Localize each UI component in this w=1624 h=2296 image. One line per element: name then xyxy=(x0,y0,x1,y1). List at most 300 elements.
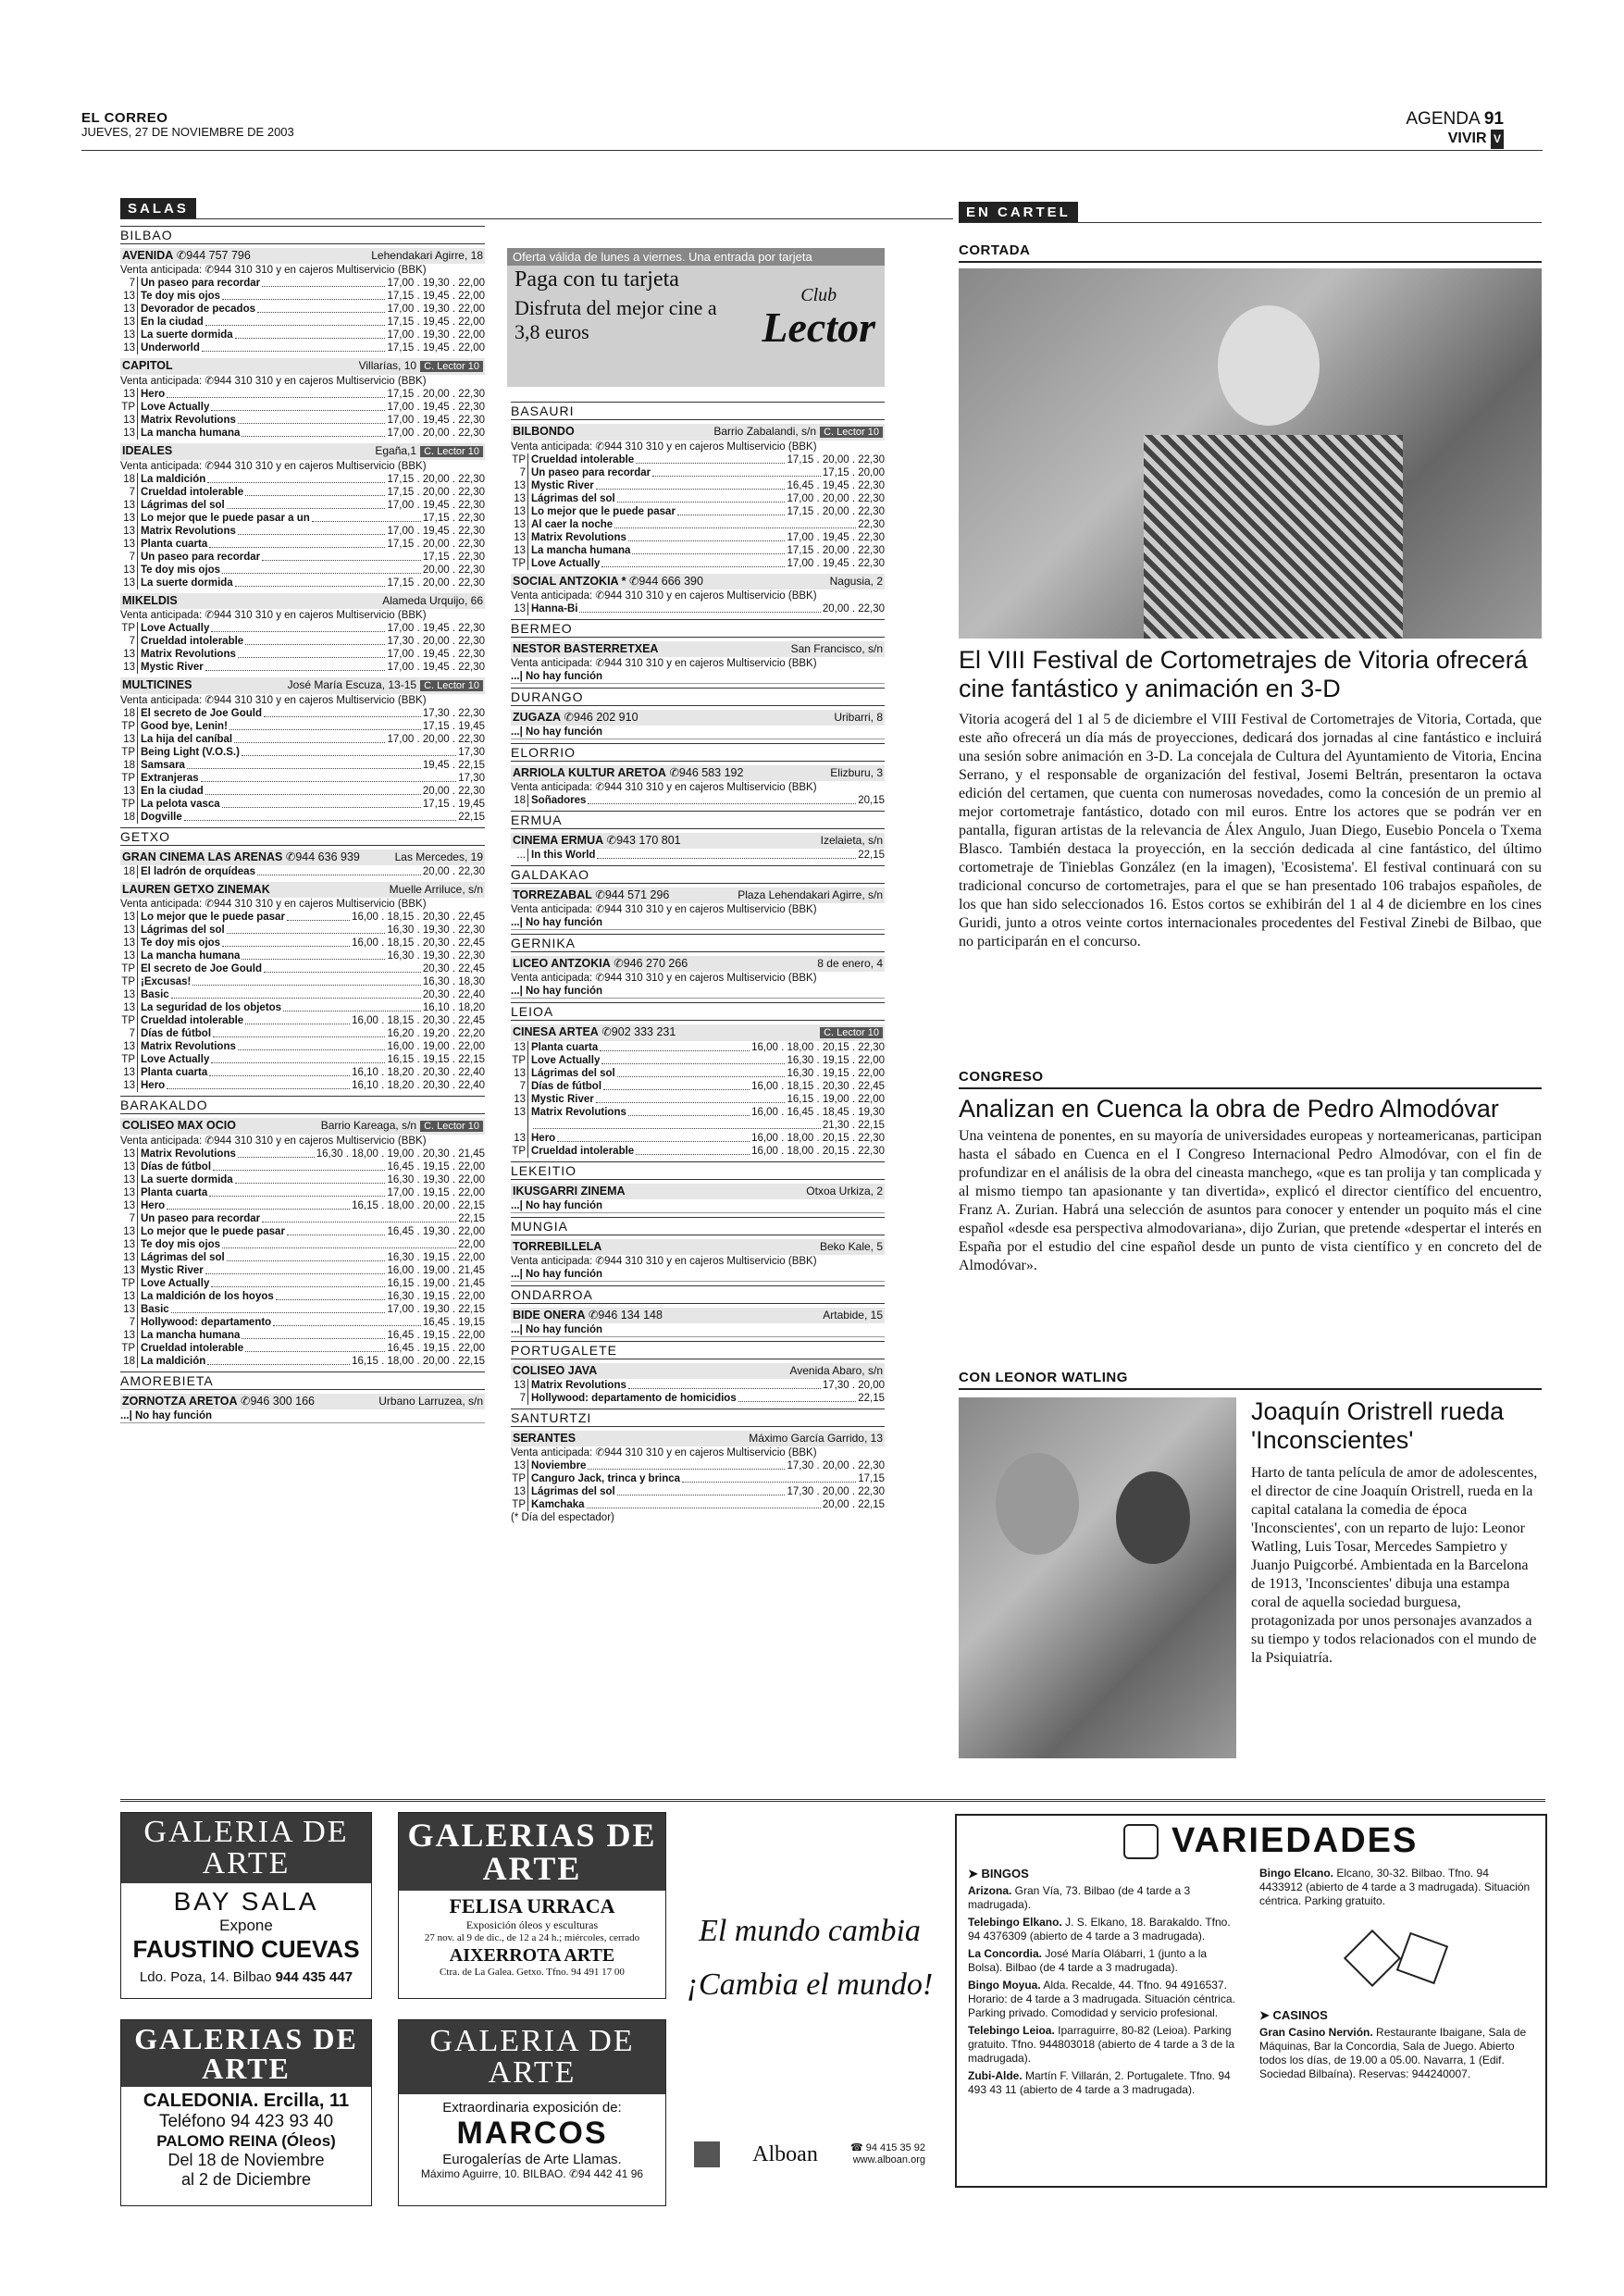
venue-entry xyxy=(968,2069,1243,2097)
advance-sale-info: Venta anticipada: ✆944 310 310 y en cajeros Multiservicio (BBK) xyxy=(120,1136,427,1147)
film-title: Devorador de pecados xyxy=(141,304,255,315)
leader-dots xyxy=(205,316,386,326)
film-rating: TP xyxy=(120,622,138,635)
venue-name: Zubi-Alde. xyxy=(968,2069,1023,2082)
film-times: 17,00 . 19,30 . 22,00 xyxy=(387,278,485,289)
film-times: 16,30 . 19,15 . 22,00 xyxy=(387,1252,485,1263)
film-row xyxy=(511,1106,885,1119)
cinema-block xyxy=(120,248,485,354)
leader-dots xyxy=(601,1054,785,1064)
leader-dots xyxy=(213,1160,385,1171)
film-times: 16,30 . 19,30 . 22,30 xyxy=(387,925,485,936)
leader-dots xyxy=(632,544,785,554)
leader-dots xyxy=(227,924,386,934)
cinema-address: Elizburu, 3 xyxy=(830,766,883,779)
venue-text: Gran Vía, 73. Bilbao (de 4 tarde a 3 madrugada). xyxy=(968,1884,1191,1911)
film-title: Good bye, Lenin! xyxy=(141,721,228,732)
film-row xyxy=(120,473,485,486)
film-rating: TP xyxy=(511,1054,528,1067)
film-title: Lo mejor que le puede pasar xyxy=(531,506,676,517)
page-number: 91 xyxy=(1483,109,1504,129)
venue-name: Arizona. xyxy=(968,1884,1012,1897)
leader-dots xyxy=(245,1342,385,1352)
article-body: Vitoria acogerá del 1 al 5 de diciembre el VIII Festival de Cortometrajes de Vitoria, Cortada, que este año ofrecerá un día más de proyecciones, dedicará dos jornadas al cine fantástico e incluirá una sesión sobre animación en 3-D. La concejala de Cultura del Ayuntamiento de Vitoria, Encina Serrano, y el responsable de organización del festival, Josemi Beltrán, presentaron la octava edición del certamen, que cuenta con numerosas novedades, como la concesión de un premio al mejor cortometraje fantástico, dotado con mil euros. Entre los actores que se podrán ver en pantalla, figuran artistas de la relevancia de Álex Angulo, Juan Diego, Eusebio Poncela o Txema Blasco. También destaca la proyección, en la sección dedicada al cine fantástico, del último cortometraje de Tinieblas González (en la imagen), 'Ecosistema'. El festival continuará con su tradicional concurso de cortometrajes, para el que se han presentado 106 trabajos españoles, de los que han sido seleccionados 16. Estos cortos se exhibirán del 1 al 4 de diciembre en los cines Guridi, junto a otros veinte cortos internacionales procedentes del Festival Zinebi de Bilbao, que no participarán en el concurso. xyxy=(959,712,1542,949)
film-rating: 13 xyxy=(120,924,138,937)
cinema-address xyxy=(816,1025,883,1040)
film-times: 17,15 . 19,45 . 22,00 xyxy=(387,316,485,328)
article-kicker: CONGRESO xyxy=(959,1069,1542,1089)
film-row xyxy=(511,453,885,466)
film-times: 17,00 . 19,45 . 22,30 xyxy=(387,415,485,426)
cinema-address: Uribarri, 8 xyxy=(834,711,883,724)
film-rating xyxy=(511,1119,528,1132)
film-times: 16,15 . 18,00 . 20,00 . 22,15 xyxy=(352,1356,485,1367)
alboan-brand: Alboan xyxy=(752,2141,818,2166)
film-rating: TP xyxy=(511,557,528,570)
cinema-address: Villarías, 10 C. Lector 10 xyxy=(359,359,483,374)
film-rating: 13 xyxy=(511,479,528,492)
film-title: Hollywood: departamento de homicidios xyxy=(531,1393,737,1404)
film-row xyxy=(511,531,885,544)
film-times: 20,00 . 22,30 xyxy=(422,866,485,877)
film-title: Kamchaka xyxy=(531,1499,585,1510)
cinema-title xyxy=(122,1119,236,1134)
cinema-title xyxy=(122,1395,315,1409)
film-row xyxy=(120,622,485,635)
listings-middle-column xyxy=(511,398,885,1524)
film-row xyxy=(511,1498,885,1511)
leader-dots xyxy=(238,1148,315,1158)
cinema-block xyxy=(511,574,885,615)
film-row xyxy=(120,1342,485,1355)
film-rating: 13 xyxy=(511,531,528,544)
film-times: 20,00 . 22,30 xyxy=(422,565,485,576)
cinema-name: IKUSGARRI ZINEMA xyxy=(513,1185,626,1198)
film-rating: 18 xyxy=(120,865,138,878)
cinema-address: Máximo García Garrido, 13 xyxy=(749,1432,883,1445)
film-rating: TP xyxy=(120,746,138,759)
cinema-title xyxy=(122,359,173,374)
film-rating: 13 xyxy=(120,1199,138,1212)
cinema-name: COLISEO JAVA xyxy=(513,1364,598,1377)
city-header: SANTURTZI xyxy=(511,1409,885,1427)
film-times: 17,00 . 20,00 . 22,30 xyxy=(387,734,485,745)
film-title: Crueldad intolerable xyxy=(531,1146,635,1157)
film-times: 17,30 . 20,00 xyxy=(822,1380,885,1391)
ad-caledonia xyxy=(120,2019,372,2206)
film-times: 20,00 . 22,15 xyxy=(822,1499,885,1510)
paper-name: EL CORREO xyxy=(81,110,168,126)
film-title: Matrix Revolutions xyxy=(141,1041,236,1052)
cinema-address: José María Escuza, 13-15 C. Lector 10 xyxy=(288,678,483,693)
film-rating: 7 xyxy=(120,486,138,499)
film-rating: TP xyxy=(120,1014,138,1027)
film-rating: TP xyxy=(511,1498,528,1511)
advance-sale-info: Venta anticipada: ✆944 310 310 y en cajeros Multiservicio (BBK) xyxy=(511,441,817,453)
film-times: 16,45 . 19,15 . 22,00 xyxy=(387,1343,485,1354)
film-row xyxy=(511,794,885,807)
cinema-name: BIDE ONERA xyxy=(513,1309,586,1322)
venue-name: La Concordia. xyxy=(968,1947,1043,1960)
film-times: 17,00 . 19,30 . 22,00 xyxy=(387,304,485,315)
cinema-name: TORREBILLELA xyxy=(513,1240,602,1253)
cinema-title xyxy=(513,1185,626,1198)
cinema-name: LAUREN GETXO ZINEMAK xyxy=(122,883,270,896)
film-rating: 13 xyxy=(120,1148,138,1160)
film-title: En la ciudad xyxy=(141,316,204,328)
film-times: 22,00 xyxy=(458,1239,485,1250)
cinema-block xyxy=(511,1363,885,1405)
venue-entry xyxy=(968,1947,1243,1975)
city-header: ONDARROA xyxy=(511,1285,885,1304)
leader-dots xyxy=(205,1264,386,1274)
gallery-address: Máximo Aguirre, 10. BILBAO. ✆94 442 41 96 xyxy=(420,2167,644,2180)
film-times: 16,45 . 19,30 . 22,00 xyxy=(387,1226,485,1237)
film-times: 16,30 . 19,15 . 22,00 xyxy=(787,1068,885,1079)
film-rating: 13 xyxy=(511,1485,528,1498)
alboan-slogan2: ¡Cambia el mundo! xyxy=(686,1967,934,2002)
film-rating: TP xyxy=(120,1053,138,1066)
cinema-title xyxy=(122,249,251,263)
film-times: 16,45 . 19,45 . 22,30 xyxy=(787,480,885,491)
film-times: 22,15 xyxy=(858,1393,885,1404)
cinema-block xyxy=(120,1118,485,1368)
cinema-address: Las Mercedes, 19 xyxy=(394,850,483,863)
masthead-right xyxy=(1406,109,1504,149)
advance-sale-info: Venta anticipada: ✆944 310 310 y en cajeros Multiservicio (BBK) xyxy=(511,782,817,793)
en-cartel-tab-label: EN CARTEL xyxy=(959,202,1078,223)
leader-dots xyxy=(262,1212,456,1222)
film-row xyxy=(120,1186,485,1199)
film-title: Matrix Revolutions xyxy=(141,526,236,537)
film-rating: 7 xyxy=(120,1316,138,1329)
film-title: El ladrón de orquídeas xyxy=(141,866,255,877)
film-title: Te doy mis ojos xyxy=(141,1239,221,1250)
film-times: 19,45 . 22,15 xyxy=(422,760,485,771)
leader-dots xyxy=(242,1329,385,1339)
leader-dots xyxy=(283,1001,421,1011)
leader-dots xyxy=(557,1132,750,1142)
film-title: Canguro Jack, trinca y brinca xyxy=(531,1473,681,1484)
film-rating: 7 xyxy=(511,1080,528,1093)
venue-text: Restaurante Ibaigane, Sala de Máquinas, Bar la Concordia, Sala de Juego. Abierto todos los días, de 19.00 a 05.00. Navarra, 1 (Edif. Sociedad Bilbaína). Reservas: 944240007. xyxy=(1259,2026,1527,2080)
film-rating: TP xyxy=(120,1277,138,1290)
city-header: GERNIKA xyxy=(511,934,885,952)
film-times: 17,15 . 20,00 . 22,30 xyxy=(387,577,485,589)
leader-dots xyxy=(229,720,421,730)
film-times: 16,00 . 18,15 . 20,30 . 22,45 xyxy=(751,1081,885,1092)
film-rating: 13 xyxy=(120,341,138,354)
ad-line2: Eurogalerías de Arte Llamas. xyxy=(442,2152,622,2167)
cinema-header xyxy=(120,850,485,865)
film-rating: 13 xyxy=(120,564,138,577)
film-row xyxy=(120,865,485,878)
advance-sale-info: Venta anticipada: ✆944 310 310 y en cajeros Multiservicio (BBK) xyxy=(120,610,427,621)
film-rating: TP xyxy=(120,401,138,414)
film-title: Mystic River xyxy=(141,1265,204,1276)
leader-dots xyxy=(227,499,386,509)
city-header: BARAKALDO xyxy=(120,1096,485,1114)
cinema-phone: ✆944 757 796 xyxy=(173,249,251,262)
cinema-title xyxy=(513,1025,676,1040)
film-title: Love Actually xyxy=(141,623,210,634)
film-row xyxy=(120,512,485,525)
bingo-card-icon xyxy=(1123,1824,1159,1859)
leader-dots xyxy=(587,1498,821,1508)
film-row xyxy=(120,1199,485,1212)
cinema-address: Plaza Lehendakari Agirre, s/n xyxy=(738,888,883,901)
film-title: La mancha humana xyxy=(141,428,241,439)
venue-text: Iparraguirre, 80-82 (Leioa). Parking gratuito. Tfno. 944803018 (abierto de 4 tarde a 3 de la madrugada). xyxy=(968,2024,1234,2065)
cinema-block xyxy=(120,443,485,590)
film-row xyxy=(511,505,885,518)
film-row xyxy=(120,290,485,303)
cinema-phone: ✆944 636 939 xyxy=(282,850,360,863)
film-rating: 13 xyxy=(120,499,138,512)
film-title: ¡Excusas! xyxy=(141,976,192,987)
film-row xyxy=(120,1316,485,1329)
leader-dots xyxy=(235,329,386,339)
cinema-header xyxy=(511,424,885,441)
leader-dots xyxy=(235,1173,386,1184)
film-times: 22,15 xyxy=(458,1213,485,1224)
film-rating: 18 xyxy=(511,794,528,807)
film-title: La hija del caníbal xyxy=(141,734,233,745)
film-row xyxy=(120,1027,485,1040)
film-rating: 13 xyxy=(120,661,138,674)
city-header: ELORRIO xyxy=(511,743,885,762)
film-rating: 13 xyxy=(511,1379,528,1392)
film-rating: TP xyxy=(511,1145,528,1158)
film-title: La pelota vasca xyxy=(141,799,220,810)
film-title: Crueldad intolerable xyxy=(141,636,244,647)
ad-desc: Exposición óleos y esculturas xyxy=(465,1918,599,1931)
article-body: Harto de tanta película de amor de adolescentes, el director de cine Joaquín Oristrell, rueda en la capital catalana la comedia de época 'Inconscientes', con un reparto de lujo: Leonor Watling, Luis Tosar, Mercedes Sampietro y Juanjo Puigcorbé. Ambientada en la Barcelona de 1913, 'Inconscientes' dibuja una estampa coral de aquella sociedad burguesa, protagonizada por unos personajes avanzados a su tiempo y todos relacionados con el mundo de la Psiquiatría. xyxy=(1251,1465,1538,1666)
cinema-name: LICEO ANTZOKIA xyxy=(513,957,611,970)
film-rating: 13 xyxy=(120,427,138,440)
film-row xyxy=(511,1119,885,1132)
alboan-web: www.alboan.org xyxy=(852,2154,925,2166)
film-rating: 13 xyxy=(120,733,138,746)
film-row xyxy=(120,1001,485,1014)
salas-rule xyxy=(120,218,953,219)
film-title: Crueldad intolerable xyxy=(141,1015,244,1026)
leader-dots xyxy=(235,577,386,587)
film-times: 17,30 . 20,00 . 22,30 xyxy=(387,636,485,647)
venue-text: José María Olábarri, 1 (junto a la Bolsa). Bilbao (de 4 tarde a 3 madrugada). xyxy=(968,1947,1208,1974)
film-row xyxy=(120,401,485,414)
film-rating: 13 xyxy=(120,1160,138,1173)
film-rating: ... xyxy=(511,849,528,862)
film-row xyxy=(120,577,485,590)
film-row xyxy=(511,544,885,557)
film-times: 16,30 . 19,30 . 22,30 xyxy=(387,950,485,962)
leader-dots xyxy=(202,341,386,352)
cinema-block xyxy=(120,1394,485,1423)
leader-dots xyxy=(207,1355,350,1365)
film-title: Matrix Revolutions xyxy=(531,1107,626,1118)
film-row xyxy=(511,1459,885,1472)
film-rating: 13 xyxy=(120,1329,138,1342)
film-times: 17,00 . 19,30 . 22,15 xyxy=(387,1304,485,1315)
leader-dots xyxy=(187,759,421,769)
film-row xyxy=(120,1264,485,1277)
film-row xyxy=(120,772,485,785)
film-rating: TP xyxy=(120,975,138,988)
en-cartel-tab xyxy=(959,202,1078,223)
scarf-pattern xyxy=(1144,435,1403,639)
cinema-title xyxy=(122,594,178,608)
cinema-name: GRAN CINEMA LAS ARENAS xyxy=(122,850,283,863)
venue-name: Gran Casino Nervión. xyxy=(1259,2026,1373,2039)
leader-dots xyxy=(287,1225,386,1235)
leader-dots xyxy=(238,414,386,424)
cinema-header xyxy=(120,882,485,898)
film-title: Hollywood: departamento xyxy=(141,1317,272,1328)
film-times: 17,15 . 20,00 . 22,30 xyxy=(787,506,885,517)
leader-dots xyxy=(262,277,385,287)
cinema-block xyxy=(511,833,885,862)
ad-expone: Expone xyxy=(219,1917,273,1934)
film-title: Días de fútbol xyxy=(141,1161,212,1173)
issue-date: JUEVES, 27 DE NOVIEMBRE DE 2003 xyxy=(81,125,294,139)
ad-dates-start: Del 18 de Noviembre xyxy=(167,2151,325,2169)
cinema-address: Alameda Urquijo, 66 xyxy=(382,594,483,607)
city-header: BERMEO xyxy=(511,619,885,638)
leader-dots xyxy=(287,911,350,921)
film-row xyxy=(120,798,485,811)
film-title: La seguridad de los objetos xyxy=(141,1002,282,1013)
cinema-block xyxy=(120,677,485,824)
leader-dots xyxy=(211,622,385,632)
cinema-block xyxy=(120,593,485,674)
film-rating: 13 xyxy=(120,1173,138,1186)
film-title: Planta cuarta xyxy=(141,1187,208,1198)
city-header: BILBAO xyxy=(120,226,485,244)
cinema-block xyxy=(511,1308,885,1337)
cinema-address: 8 de enero, 4 xyxy=(817,957,883,970)
film-title: La mancha humana xyxy=(141,950,241,962)
film-times: 17,00 . 20,00 . 22,30 xyxy=(387,428,485,439)
film-rating: 13 xyxy=(511,544,528,557)
film-row xyxy=(120,949,485,962)
film-rating: 7 xyxy=(120,1212,138,1225)
subsection-name: VIVIR xyxy=(1447,130,1487,146)
film-row xyxy=(120,720,485,733)
leader-dots xyxy=(222,564,421,574)
article-oristrell xyxy=(959,1370,1542,1758)
film-row xyxy=(120,785,485,798)
leader-dots xyxy=(242,949,385,960)
film-times: 16,00 . 18,00 . 20,15 . 22,30 xyxy=(751,1133,885,1144)
film-row xyxy=(511,1392,885,1405)
venue-name: Bingo Moyua. xyxy=(968,1979,1041,1992)
film-row xyxy=(120,733,485,746)
film-rating: TP xyxy=(120,772,138,785)
film-row xyxy=(120,427,485,440)
film-row xyxy=(120,414,485,427)
film-row xyxy=(120,1303,485,1316)
film-row xyxy=(120,1066,485,1079)
film-title: Love Actually xyxy=(141,402,210,413)
film-rating: 13 xyxy=(120,1040,138,1053)
film-times: 16,15 . 19,00 . 21,45 xyxy=(387,1278,485,1289)
cinema-title xyxy=(513,1240,601,1254)
bingos-left-list xyxy=(968,1884,1243,2097)
film-times: 17,30 . 22,30 xyxy=(422,708,485,719)
leader-dots xyxy=(242,427,385,437)
film-row xyxy=(120,277,485,290)
no-show-notice: ...| No hay función xyxy=(511,985,885,999)
cinema-block xyxy=(511,710,885,739)
cinema-title xyxy=(513,1364,597,1378)
cinema-address: Nagusia, 2 xyxy=(829,575,883,588)
leader-dots xyxy=(209,1066,350,1076)
film-rating: 7 xyxy=(511,1392,528,1405)
film-title: Hero xyxy=(141,1080,166,1091)
film-times: 16,30 . 19,15 . 22,00 xyxy=(387,1291,485,1302)
city-header: PORTUGALETE xyxy=(511,1341,885,1359)
venue-text: Alda. Recalde, 44. Tfno. 94 4916537. Horario: de 4 tarde a 3 madrugada. Situación céntrica. Parking privado. Comodidad y servicio profesional. xyxy=(968,1979,1235,2019)
cinema-header xyxy=(511,641,885,657)
film-rating: 13 xyxy=(120,785,138,798)
cinema-header xyxy=(511,1308,885,1323)
leader-dots xyxy=(614,518,856,528)
film-title: Underworld xyxy=(141,342,200,354)
cinema-header xyxy=(120,593,485,609)
film-row xyxy=(120,661,485,674)
leader-dots xyxy=(603,1080,750,1090)
oristrell-watling-photo xyxy=(959,1397,1236,1758)
film-row xyxy=(120,1290,485,1303)
club-lector-promo xyxy=(507,248,885,387)
cinema-block xyxy=(511,641,885,684)
gallery-phone: 944 435 447 xyxy=(275,1969,353,1985)
leader-dots xyxy=(579,602,820,613)
man-head-shape xyxy=(996,1453,1079,1555)
advance-sale-info: Venta anticipada: ✆944 310 310 y en cajeros Multiservicio (BBK) xyxy=(120,376,427,387)
leader-dots xyxy=(628,1106,750,1116)
film-rating: 13 xyxy=(120,1290,138,1303)
leader-dots xyxy=(207,473,385,483)
cinema-block xyxy=(511,887,885,930)
film-times: 16,00 . 19,00 . 21,45 xyxy=(387,1265,485,1276)
cinema-phone: ✆946 202 910 xyxy=(561,711,638,724)
film-rating: 13 xyxy=(511,492,528,505)
cinema-block xyxy=(511,1024,885,1158)
ad-band: GALERIA DE ARTE xyxy=(399,2020,665,2094)
cinema-phone: ✆944 571 296 xyxy=(591,888,670,901)
film-times: 16,30 . 19,15 . 22,00 xyxy=(787,1055,885,1066)
ad-band: GALERIAS DE ARTE xyxy=(121,2020,371,2087)
advance-sale-info: Venta anticipada: ✆944 310 310 y en cajeros Multiservicio (BBK) xyxy=(120,461,427,472)
footnote: (* Día del espectador) xyxy=(511,1512,614,1523)
leader-dots xyxy=(238,525,386,535)
cinema-block xyxy=(120,882,485,1092)
film-title: Hero xyxy=(141,1200,166,1211)
cinema-name: TORREZABAL xyxy=(513,888,592,901)
leader-dots xyxy=(245,1014,350,1024)
film-row xyxy=(120,975,485,988)
cinema-header xyxy=(511,765,885,781)
film-row xyxy=(511,518,885,531)
cinema-address: Otxoa Urkiza, 2 xyxy=(806,1185,883,1198)
no-show-notice: ...| No hay función xyxy=(511,670,885,684)
salas-tab xyxy=(120,198,196,219)
cinema-title xyxy=(513,425,575,440)
ad-band: GALERIAS DE ARTE xyxy=(399,1813,665,1891)
film-times: 17,15 . 19,45 . 22,00 xyxy=(387,342,485,354)
